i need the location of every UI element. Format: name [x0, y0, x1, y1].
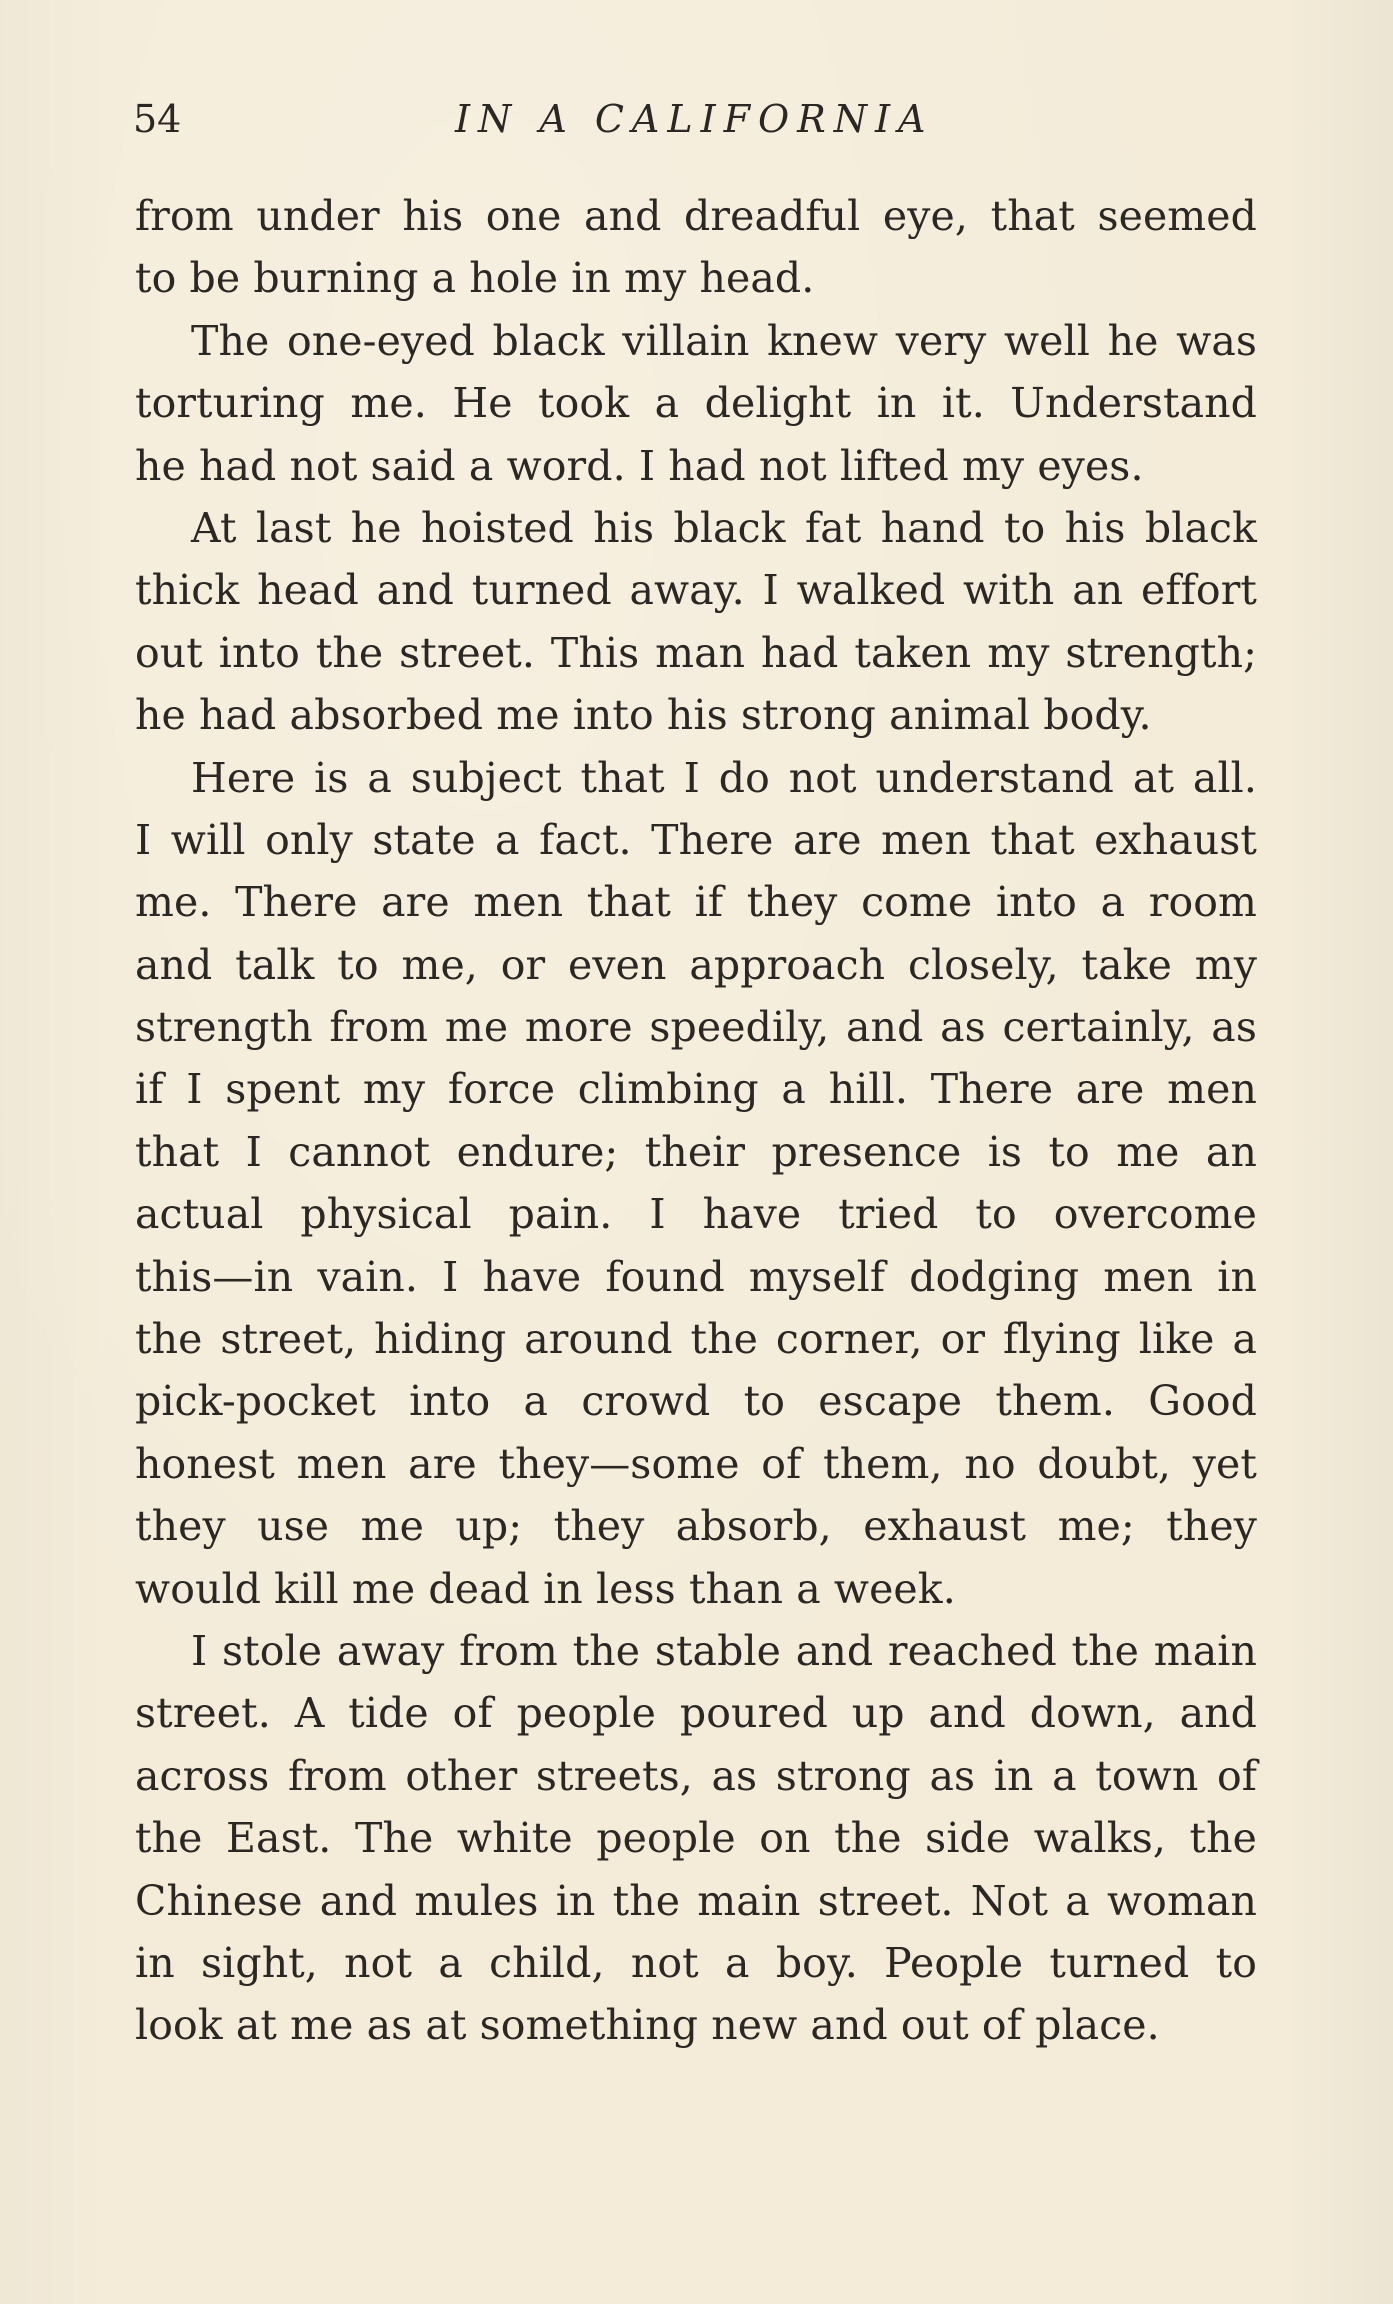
running-head	[133, 92, 1260, 146]
running-title: IN A CALIFORNIA	[455, 97, 934, 141]
text-line: the East. The white people on the side walks, the	[135, 1814, 1257, 1863]
text-line: pick-pocket into a crowd to escape them. Good	[135, 1377, 1257, 1426]
text-line: look at me as at something new and out of place.	[135, 2001, 1160, 2050]
text-line: in sight, not a child, not a boy. People turned to	[135, 1938, 1257, 1987]
text-line: he had absorbed me into his strong animal body.	[135, 691, 1152, 740]
text-line: torturing me. He took a delight in it. Understand	[135, 379, 1257, 428]
text-line: honest men are they—some of them, no doubt, yet	[135, 1439, 1257, 1488]
text-line: across from other streets, as strong as in a town of	[135, 1751, 1257, 1800]
paragraph-first-line: At last he hoisted his black fat hand to his black	[191, 503, 1257, 552]
text-line: to be burning a hole in my head.	[135, 254, 815, 303]
text-line: that I cannot endure; their presence is to me an	[135, 1127, 1257, 1176]
text-line: if I spent my force climbing a hill. There are men	[135, 1065, 1257, 1114]
text-line: strength from me more speedily, and as certainly, as	[135, 1003, 1257, 1052]
text-line: the street, hiding around the corner, or flying like a	[135, 1315, 1257, 1364]
text-line: from under his one and dreadful eye, that seemed	[135, 192, 1257, 240]
text-line: thick head and turned away. I walked with an effort	[135, 566, 1257, 615]
text-line: actual physical pain. I have tried to overcome	[135, 1190, 1257, 1239]
paragraph-first-line: Here is a subject that I do not understand at all.	[191, 753, 1257, 802]
text-line: they use me up; they absorb, exhaust me; they	[135, 1502, 1257, 1551]
text-line: he had not said a word. I had not lifted my eyes.	[135, 441, 1144, 490]
text-line: would kill me dead in less than a week.	[135, 1564, 956, 1613]
text-line: me. There are men that if they come into a room	[135, 878, 1257, 927]
text-line: street. A tide of people poured up and down, and	[135, 1689, 1257, 1738]
text-line: this—in vain. I have found myself dodging men in	[135, 1252, 1257, 1301]
text-line: I will only state a fact. There are men that exhaust	[135, 815, 1257, 864]
paragraph-first-line: I stole away from the stable and reached the main	[191, 1626, 1257, 1675]
text-line: Chinese and mules in the main street. Not a woman	[135, 1876, 1257, 1925]
page-number: 54	[133, 97, 182, 141]
body-text	[135, 185, 1257, 2057]
text-line: out into the street. This man had taken my strength;	[135, 628, 1257, 677]
text-line: and talk to me, or even approach closely, take my	[135, 940, 1257, 989]
paragraph-first-line: The one-eyed black villain knew very well he was	[191, 316, 1257, 365]
